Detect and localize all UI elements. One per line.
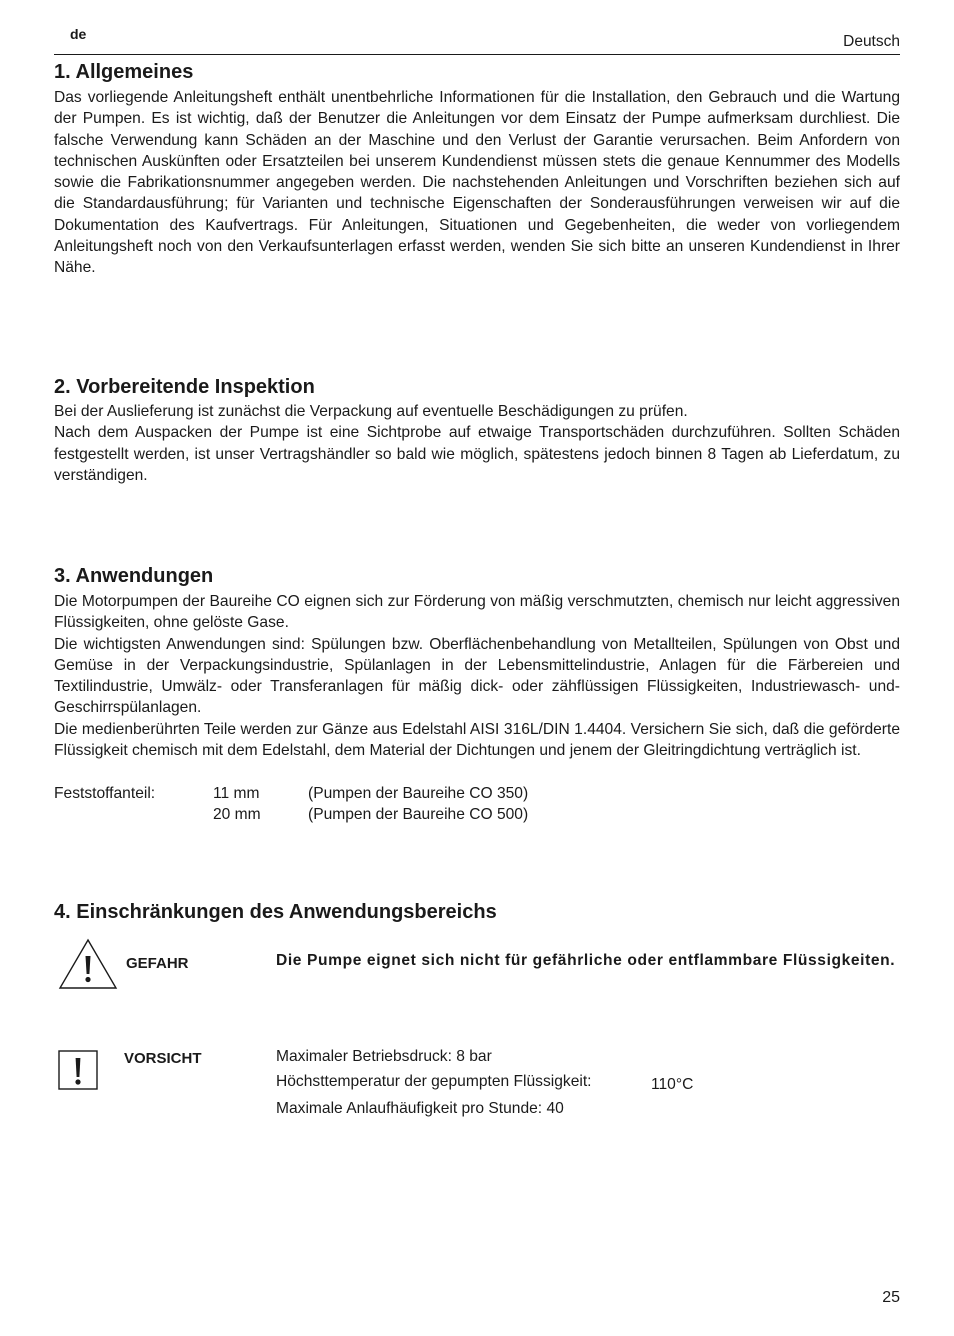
solids-label: Feststoffanteil:: [54, 785, 156, 802]
caution-exclamation-icon: [58, 1050, 98, 1090]
max-pressure-text: Maximaler Betriebsdruck: 8 bar: [276, 1048, 492, 1065]
solids-value: 20 mm: [213, 806, 261, 823]
page-number: 25: [882, 1289, 900, 1306]
danger-text: Die Pumpe eignet sich nicht für gefährliche oder entflammbare Flüssigkeiten.: [276, 952, 896, 969]
section-2-paragraph-1: Bei der Auslieferung ist zunächst die Verpackung auf eventuelle Beschädigungen zu prüfen.: [54, 403, 688, 420]
section-1-text: [54, 87, 900, 279]
danger-label: GEFAHR: [126, 955, 189, 972]
language-name: Deutsch: [843, 33, 900, 50]
max-temperature-text: Höchsttemperatur der gepumpten Flüssigkeit:: [276, 1073, 592, 1090]
solids-description: (Pumpen der Baureihe CO 350): [308, 785, 529, 802]
section-3-paragraph-1: Die Motorpumpen der Baureihe CO eignen sich zur Förderung von mäßig verschmutzten, chemisch nur leicht aggressiven Flüssigkeiten, ohne gelöste Gase.: [54, 593, 900, 632]
section-3-text: [54, 591, 900, 761]
solids-description: (Pumpen der Baureihe CO 500): [308, 806, 529, 823]
header-divider: [54, 54, 900, 55]
section-1-paragraph: Das vorliegende Anleitungsheft enthält unentbehrliche Informationen für die Installation, den Gebrauch und die Wartung der Pumpen. Es ist wichtig, daß der Benutzer die Anleitungen vor dem Einsatz der Pumpe aufmerksam durchliest. Die falsche Verwendung kann Schäden an der Maschine und den Verlust der Garantie verursachen. Beim Anfordern von technischen Auskünften oder Ersatzteilen bei unserem Kundendienst müssen stets die genaue Kennummer des Modells sowie die Fabrikationsnummer angegeben werden. Die nachstehenden Anleitungen und Vorschriften beziehen sich auf die Standardausführung; für Varianten und technische Eigenschaften der Sonderausführungen verweisen wir auf die Dokumentation des Kaufvertrags. Für Anleitungen, Situationen und Gegebenheiten, die weder von vorliegendem Anleitungsheft noch von den Verkaufsunterlagen erfasst werden, wenden Sie sich bitte an unseren Kundendienst in Ihrer Nähe.: [54, 89, 900, 277]
max-starts-text: Maximale Anlaufhäufigkeit pro Stunde: 40: [276, 1100, 564, 1117]
solids-value: 11 mm: [213, 785, 260, 802]
section-2-heading: 2. Vorbereitende Inspektion: [54, 376, 315, 398]
section-1-heading: 1. Allgemeines: [54, 61, 194, 83]
caution-label: VORSICHT: [124, 1050, 202, 1067]
language-code: de: [70, 26, 87, 42]
section-2-text: [54, 401, 900, 486]
section-2-paragraph-2: Nach dem Auspacken der Pumpe ist eine Sichtprobe auf etwaige Transportschäden durchzuführen. Sollten Schäden festgestellt werden, ist unser Vertragshändler so bald wie möglich, spätestens jedoch binnen 8 Tagen ab Lieferdatum, zu verständigen.: [54, 424, 900, 484]
section-3-paragraph-3: Die medienberührten Teile werden zur Gänze aus Edelstahl AISI 316L/DIN 1.4404. Versichern Sie sich, daß die geförderte Flüssigkeit chemisch mit dem Edelstahl, dem Material der Dichtungen und jenem der Gleitringdichtung verträglich ist.: [54, 720, 900, 760]
max-temperature-value: 110°C: [651, 1076, 694, 1093]
section-3-heading: 3. Anwendungen: [54, 565, 214, 587]
section-4-heading: 4. Einschränkungen des Anwendungsbereichs: [54, 901, 497, 923]
warning-triangle-icon: [58, 938, 118, 990]
section-3-paragraph-2: Die wichtigsten Anwendungen sind: Spülungen bzw. Oberflächenbehandlung von Metallteilen, Spülungen von Obst und Gemüse in der Verpackungsindustrie, Spülanlagen in der Lebensmittelindustrie, Anlagen für die Färbereien und Textilindustrie, Umwälz- oder Transferanlagen für mäßig dick- oder zähflüssigen Flüssigkeiten, Industriewasch- und-Geschirrspülanlagen.: [54, 635, 900, 717]
